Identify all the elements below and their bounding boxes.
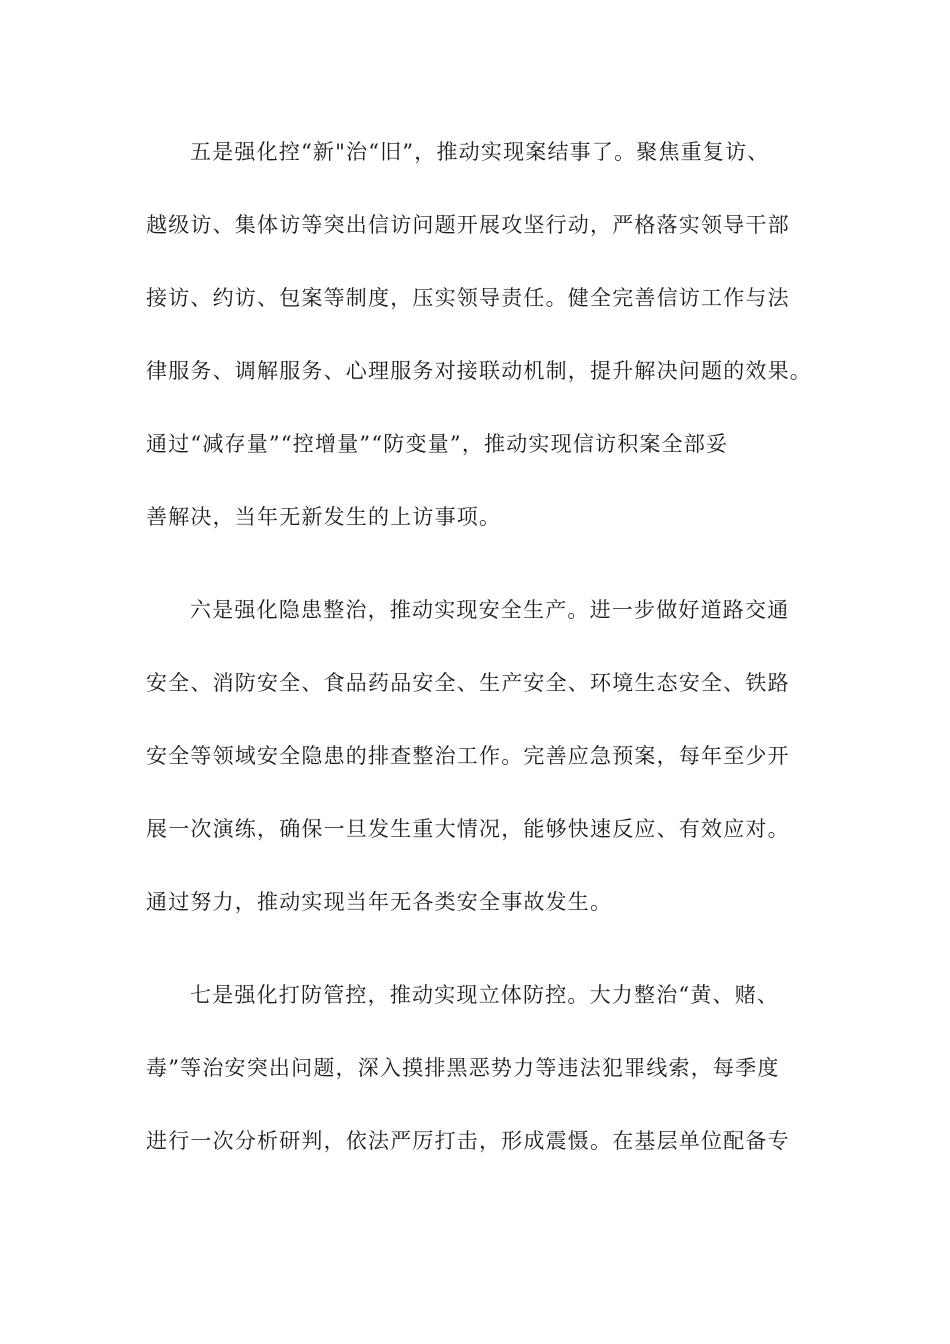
paragraph-line: 展一次演练，确保一旦发生重大情况，能够快速反应、有效应对。 <box>146 817 790 841</box>
paragraph-line: 通过“减存量”“控增量”“防变量”，推动实现信访积案全部妥 <box>146 432 729 456</box>
paragraph-line: 毒”等治安突出问题，深入摸排黑恶势力等违法犯罪线索，每季度 <box>146 1056 780 1080</box>
paragraph-line: 安全、消防安全、食品药品安全、生产安全、环境生态安全、铁路 <box>146 671 790 695</box>
paragraph-line: 进行一次分析研判，依法严厉打击，形成震慑。在基层单位配备专 <box>146 1129 790 1153</box>
paragraph-line: 安全等领域安全隐患的排查整治工作。完善应急预案，每年至少开 <box>146 744 790 768</box>
paragraph-line: 接访、约访、包案等制度，压实领导责任。健全完善信访工作与法 <box>146 286 790 310</box>
paragraph-line: 善解决，当年无新发生的上访事项。 <box>146 505 502 529</box>
paragraph-line: 七是强化打防管控，推动实现立体防控。大力整治“黄、赌、 <box>190 983 780 1007</box>
paragraph-line: 律服务、调解服务、心理服务对接联动机制，提升解决问题的效果。 <box>146 359 812 383</box>
paragraph-line: 五是强化控“新"治“旧”，推动实现案结事了。聚焦重复访、 <box>190 140 770 164</box>
paragraph-line: 六是强化隐患整治，推动实现安全生产。进一步做好道路交通 <box>190 598 790 622</box>
paragraph-line: 通过努力，推动实现当年无各类安全事故发生。 <box>146 890 613 914</box>
paragraph-line: 越级访、集体访等突出信访问题开展攻坚行动，严格落实领导干部 <box>146 213 790 237</box>
